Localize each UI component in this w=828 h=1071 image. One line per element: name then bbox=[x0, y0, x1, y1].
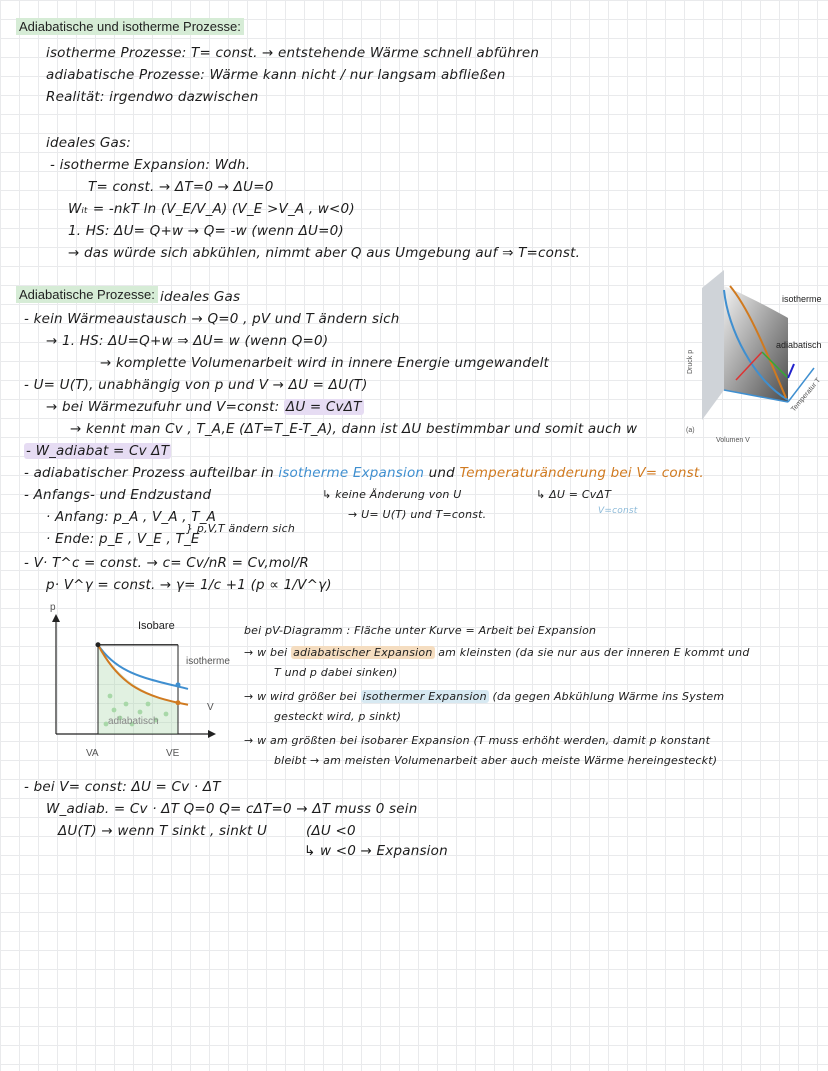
p-axis-arrow bbox=[52, 614, 60, 622]
point-isotherme-end bbox=[176, 682, 181, 687]
note-line: bei pV-Diagramm : Fläche unter Kurve = Arbeit bei Expansion bbox=[244, 624, 597, 637]
heat-supply-text: → bei Wärmezufuhr und V=const: bbox=[46, 399, 284, 415]
w-adiabatic-text-a: → w bei bbox=[244, 646, 292, 659]
v-axis-arrow bbox=[208, 730, 216, 738]
note-line: · Ende: p_E , V_E , T_E bbox=[46, 531, 200, 547]
w-adiabat-highlight: - W_adiabat = Cv ΔT bbox=[26, 443, 170, 459]
area-dot bbox=[146, 702, 151, 707]
pressure-wall bbox=[702, 270, 724, 420]
label-isotherme: isotherme bbox=[186, 656, 230, 667]
p-axis-label: p bbox=[50, 602, 56, 613]
area-dot bbox=[112, 708, 117, 713]
note-line: ΔU(T) → wenn T sinkt , sinkt U bbox=[58, 823, 268, 839]
w-adiabatic-text-c: am kleinsten (da sie nur aus der inneren E kommt und bbox=[434, 646, 750, 659]
note-line: → kennt man Cv , T_A,E (ΔT=T_E-T_A), dann ist ΔU bestimmbar und somit auch w bbox=[70, 421, 638, 437]
tick-va: VA bbox=[86, 748, 99, 759]
w-adiabat-line bbox=[24, 442, 171, 460]
label-isotherme-3d: isotherme bbox=[782, 294, 822, 304]
note-line: - isotherme Expansion: Wdh. bbox=[50, 157, 251, 173]
area-dot bbox=[108, 694, 113, 699]
note-line: → w am größten bei isobarer Expansion (T muss erhöht werden, damit p konstant bbox=[244, 734, 711, 747]
note-line: T und p dabei sinken) bbox=[274, 666, 398, 679]
formula-pvgamma: p· V^γ = const. → γ= 1/c +1 (p ∝ 1/V^γ) bbox=[46, 577, 332, 593]
note-line: ↳ w <0 → Expansion bbox=[304, 843, 448, 859]
w-isotherm-text-a: → w wird größer bei bbox=[244, 690, 361, 703]
area-dot bbox=[124, 702, 129, 707]
note-line: bleibt → am meisten Volumenarbeit aber auch meiste Wärme hereingesteckt) bbox=[274, 754, 718, 767]
note-vconst: V=const bbox=[598, 506, 638, 516]
adiabatic-expansion-term: adiabatischer Expansion bbox=[293, 646, 433, 659]
note-line bbox=[24, 464, 704, 482]
note-line: → komplette Volumenarbeit wird in innere Energie umgewandelt bbox=[100, 355, 550, 371]
formula-vtc: - V· T^c = const. → c= Cv/nR = Cv,mol/R bbox=[24, 555, 309, 571]
pv-diagram bbox=[36, 600, 236, 760]
v-axis-label: V bbox=[207, 702, 214, 713]
and-text: und bbox=[424, 465, 460, 481]
label-temperatur: Temperatur T bbox=[790, 376, 823, 414]
area-dot bbox=[138, 710, 143, 715]
label-a: (a) bbox=[686, 427, 695, 434]
note-line: adiabatische Prozesse: Wärme kann nicht / nur langsam abfließen bbox=[46, 67, 506, 83]
label-druck: Druck p bbox=[687, 349, 694, 374]
note-line bbox=[46, 398, 364, 416]
note-line: - kein Wärmeaustausch → Q=0 , pV und T ändern sich bbox=[24, 311, 400, 327]
section-subtitle: ideales Gas bbox=[160, 289, 241, 305]
note-line: W_adiab. = Cv · ΔT Q=0 Q= cΔT=0 → ΔT muss 0 sein bbox=[46, 801, 418, 817]
brace-note: } p,V,T ändern sich bbox=[186, 522, 296, 535]
label-volumen: Volumen V bbox=[716, 437, 750, 442]
isotherm-expansion-term-2: isothermer Expansion bbox=[362, 690, 487, 703]
label-adiabatisch-3d: adiabatisch bbox=[776, 340, 822, 350]
tick-ve: VE bbox=[166, 748, 180, 759]
note-line: - Anfangs- und Endzustand bbox=[24, 487, 212, 503]
note-line: Realität: irgendwo dazwischen bbox=[46, 89, 259, 105]
note-line bbox=[244, 688, 724, 706]
highlight-du-cv: ΔU = CvΔT bbox=[285, 399, 362, 415]
formula-w-isotherm: Wᵢₜ = -nkT ln (V_E/V_A) (V_E >V_A , w<0) bbox=[68, 201, 355, 217]
note-line: → 1. HS: ΔU=Q+w ⇒ ΔU= w (wenn Q=0) bbox=[46, 333, 329, 349]
blue-arrow bbox=[788, 364, 794, 378]
isotherm-expansion-term: isotherme Expansion bbox=[278, 465, 425, 481]
temperature-change-term: Temperaturänderung bei V= const. bbox=[459, 465, 704, 481]
label-adiabatisch: adiabatisch bbox=[108, 716, 159, 727]
note-line: 1. HS: ΔU= Q+w → Q= -w (wenn ΔU=0) bbox=[68, 223, 344, 239]
divisible-text: - adiabatischer Prozess aufteilbar in bbox=[24, 465, 279, 481]
section-heading-adiabatic-isothermal: Adiabatische und isotherme Prozesse: bbox=[16, 18, 244, 35]
note-line: · Anfang: p_A , V_A , T_A bbox=[46, 509, 217, 525]
note-u-of-t: → U= U(T) und T=const. bbox=[348, 508, 487, 521]
note-line: → das würde sich abkühlen, nimmt aber Q aus Umgebung auf ⇒ T=const. bbox=[68, 245, 581, 261]
ideal-gas-title: ideales Gas: bbox=[46, 135, 131, 151]
note-line: isotherme Prozesse: T= const. → entstehende Wärme schnell abführen bbox=[46, 45, 540, 61]
point-adiabatisch-end bbox=[176, 700, 181, 705]
note-line: (ΔU <0 bbox=[306, 823, 356, 839]
point-start bbox=[96, 642, 101, 647]
note-line bbox=[244, 644, 750, 662]
note-du-cv: ↳ ΔU = CvΔT bbox=[536, 488, 612, 501]
area-dot bbox=[164, 712, 169, 717]
pvt-surface-figure bbox=[684, 270, 828, 442]
note-line: - bei V= const: ΔU = Cv · ΔT bbox=[24, 779, 221, 795]
section-heading-adiabatic: Adiabatische Prozesse: bbox=[16, 286, 158, 303]
note-line: - U= U(T), unabhängig von p und V → ΔU = ΔU(T) bbox=[24, 377, 368, 393]
note-no-change: ↳ keine Änderung von U bbox=[322, 488, 462, 501]
note-line: T= const. → ΔT=0 → ΔU=0 bbox=[88, 179, 274, 195]
label-isobare: Isobare bbox=[138, 620, 175, 632]
note-line: gesteckt wird, p sinkt) bbox=[274, 710, 402, 723]
w-isotherm-text-c: (da gegen Abkühlung Wärme ins System bbox=[488, 690, 725, 703]
